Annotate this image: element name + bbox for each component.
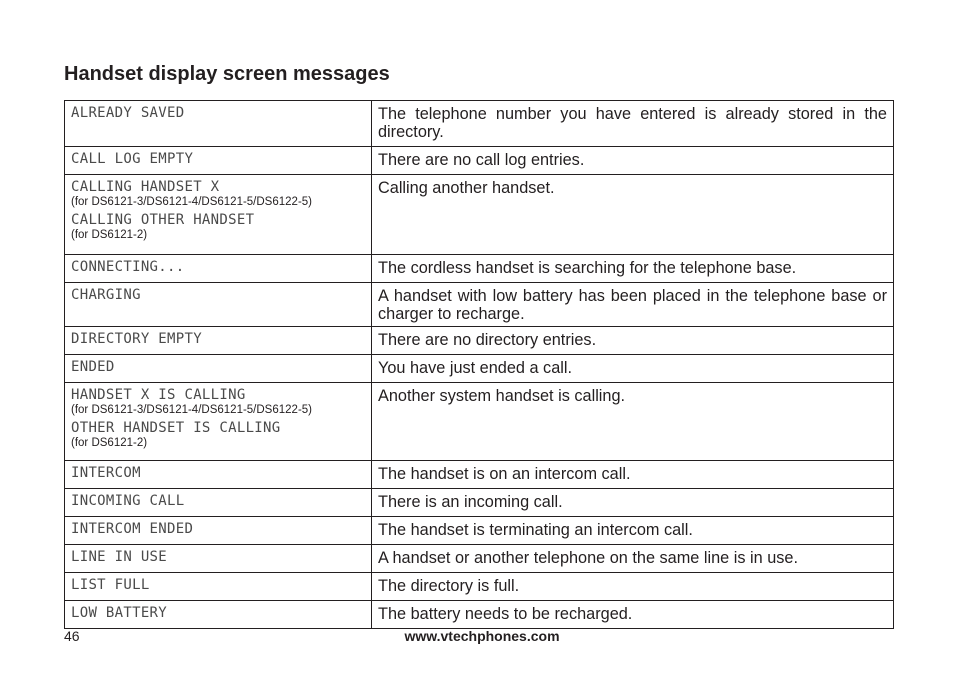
message-cell <box>65 101 372 147</box>
description-cell: The directory is full. <box>372 573 894 601</box>
lcd-message: INTERCOM <box>71 465 141 481</box>
message-cell <box>65 545 372 573</box>
table-row <box>65 101 894 147</box>
message-cell <box>65 573 372 601</box>
description-cell: Another system handset is calling. <box>372 383 894 461</box>
model-note-alt: (for DS6121-2) <box>71 229 148 241</box>
description-cell: There are no directory entries. <box>372 327 894 355</box>
message-cell <box>65 383 372 461</box>
table-row <box>65 489 894 517</box>
table-row <box>65 147 894 175</box>
message-cell <box>65 327 372 355</box>
description-cell: The battery needs to be recharged. <box>372 601 894 629</box>
lcd-message: DIRECTORY EMPTY <box>71 331 202 347</box>
lcd-message: HANDSET X IS CALLING <box>71 387 246 403</box>
message-cell <box>65 517 372 545</box>
description-cell: Calling another handset. <box>372 175 894 255</box>
table-row <box>65 461 894 489</box>
lcd-message: ENDED <box>71 359 115 375</box>
description-cell: The telephone number you have entered is already stored in the directory. <box>372 101 894 147</box>
description-cell: A handset with low battery has been placed in the telephone base or charger to recharge. <box>372 283 894 327</box>
description-cell: There are no call log entries. <box>372 147 894 175</box>
lcd-message: ALREADY SAVED <box>71 105 185 121</box>
lcd-message-alt: CALLING OTHER HANDSET <box>71 212 255 228</box>
lcd-message: CALL LOG EMPTY <box>71 151 194 167</box>
message-cell <box>65 255 372 283</box>
lcd-message: INCOMING CALL <box>71 493 185 509</box>
table-row <box>65 255 894 283</box>
lcd-message: LOW BATTERY <box>71 605 168 621</box>
message-cell <box>65 175 372 255</box>
table-row <box>65 545 894 573</box>
lcd-message: CONNECTING... <box>71 259 185 275</box>
model-note: (for DS6121-3/DS6121-4/DS6121-5/DS6122-5) <box>71 196 312 208</box>
description-cell: There is an incoming call. <box>372 489 894 517</box>
message-cell <box>65 601 372 629</box>
description-cell: The handset is terminating an intercom call. <box>372 517 894 545</box>
table-row <box>65 175 894 255</box>
page-number: 46 <box>64 628 80 644</box>
table-row <box>65 383 894 461</box>
message-cell <box>65 355 372 383</box>
lcd-message: LINE IN USE <box>71 549 168 565</box>
table-row <box>65 327 894 355</box>
lcd-message: LIST FULL <box>71 577 150 593</box>
message-cell <box>65 283 372 327</box>
model-note-alt: (for DS6121-2) <box>71 437 148 449</box>
messages-table <box>64 100 894 629</box>
description-cell: The handset is on an intercom call. <box>372 461 894 489</box>
lcd-message: CALLING HANDSET X <box>71 179 220 195</box>
lcd-message: INTERCOM ENDED <box>71 521 194 537</box>
model-note: (for DS6121-3/DS6121-4/DS6121-5/DS6122-5) <box>71 404 312 416</box>
description-cell: You have just ended a call. <box>372 355 894 383</box>
lcd-message: CHARGING <box>71 287 141 303</box>
lcd-message-alt: OTHER HANDSET IS CALLING <box>71 420 281 436</box>
table-row <box>65 601 894 629</box>
table-row <box>65 573 894 601</box>
website-link[interactable]: www.vtechphones.com <box>404 628 560 644</box>
table-row <box>65 355 894 383</box>
message-cell <box>65 147 372 175</box>
page-title: Handset display screen messages <box>64 63 390 85</box>
message-cell <box>65 489 372 517</box>
table-row <box>65 517 894 545</box>
description-cell: A handset or another telephone on the same line is in use. <box>372 545 894 573</box>
table-row <box>65 283 894 327</box>
description-cell: The cordless handset is searching for the telephone base. <box>372 255 894 283</box>
message-cell <box>65 461 372 489</box>
